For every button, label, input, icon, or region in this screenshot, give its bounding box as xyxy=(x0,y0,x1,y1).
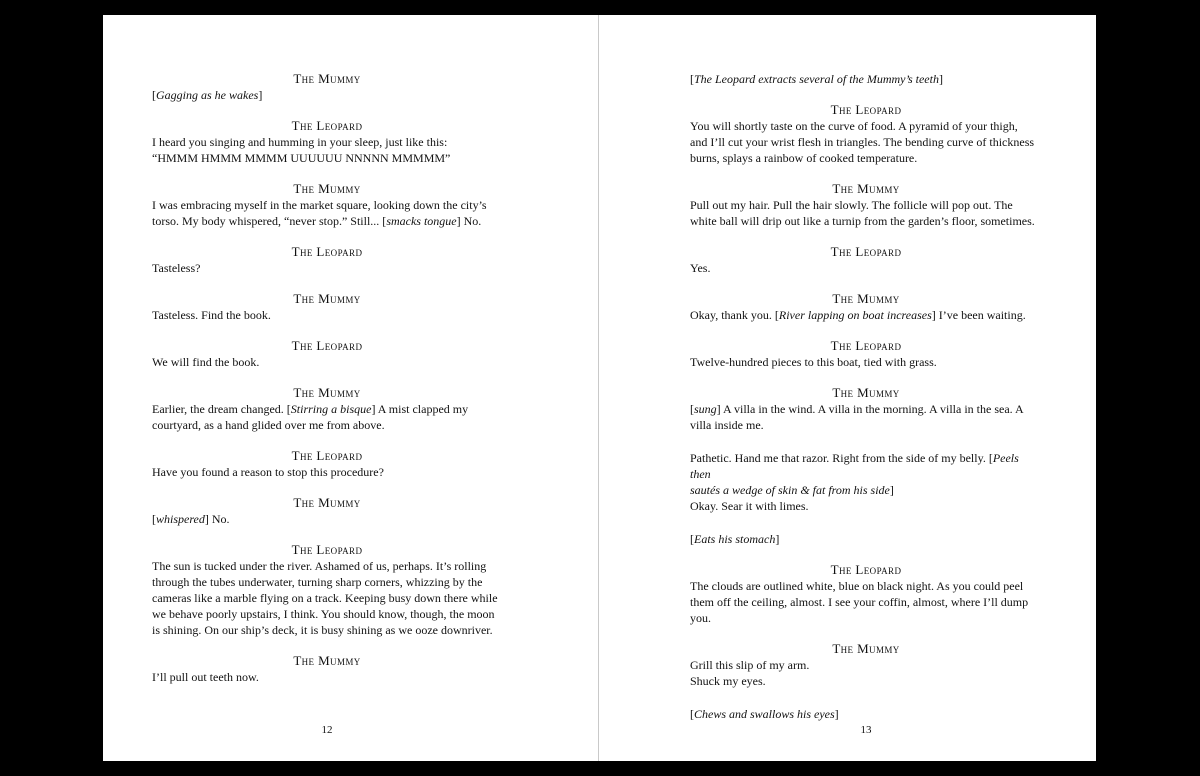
dialogue-line xyxy=(690,150,1042,166)
dialogue-line xyxy=(690,354,1042,370)
speaker-name: The Mummy xyxy=(293,181,361,196)
line-text: Okay. Sear it with limes. xyxy=(690,499,809,513)
line-text-after: ] xyxy=(938,72,943,86)
speaker-name: The Leopard xyxy=(830,102,902,117)
speaker-name: The Mummy xyxy=(293,71,361,86)
line-text: Tasteless. Find the book. xyxy=(152,308,271,322)
stage-direction: whispered xyxy=(156,512,205,526)
dialogue-line xyxy=(690,482,1042,498)
speaker-name: The Mummy xyxy=(832,181,900,196)
block-spacer xyxy=(152,103,502,118)
block-spacer xyxy=(152,370,502,385)
line-text: you. xyxy=(690,611,711,625)
line-text: burns, splays a rainbow of cooked temperature. xyxy=(690,151,918,165)
line-text: Okay, thank you. [ xyxy=(690,308,779,322)
right-page xyxy=(690,15,1042,761)
dialogue-line xyxy=(690,71,1042,87)
speaker-name: The Leopard xyxy=(291,244,363,259)
block-spacer xyxy=(152,166,502,181)
block-spacer xyxy=(152,480,502,495)
dialogue-line xyxy=(690,531,1042,547)
line-text: [ xyxy=(690,72,694,86)
speaker-name: The Leopard xyxy=(291,542,363,557)
block-spacer xyxy=(690,166,1042,181)
line-text: [ xyxy=(152,88,156,102)
line-text: I’ll pull out teeth now. xyxy=(152,670,259,684)
speaker-name: The Leopard xyxy=(830,244,902,259)
line-text: is shining. On our ship’s deck, it is busy shining as we ooze downriver. xyxy=(152,623,493,637)
gutter-divider xyxy=(598,15,599,761)
line-text-after: ] No. xyxy=(456,214,482,228)
dialogue-line xyxy=(690,260,1042,276)
dialogue-line xyxy=(152,606,502,622)
speaker-name: The Mummy xyxy=(293,653,361,668)
speaker-name: The Mummy xyxy=(832,385,900,400)
line-text: [ xyxy=(690,402,694,416)
page-number-left: 12 xyxy=(321,724,333,736)
line-text: I heard you singing and humming in your sleep, just like this: xyxy=(152,135,448,149)
dialogue-line xyxy=(152,87,502,103)
stage-direction: River lapping on boat increases xyxy=(778,308,932,322)
line-text-after: ] No. xyxy=(204,512,230,526)
speaker-name: The Mummy xyxy=(293,495,361,510)
block-spacer xyxy=(690,370,1042,385)
dialogue-line xyxy=(152,150,502,166)
line-text: Earlier, the dream changed. [ xyxy=(152,402,291,416)
line-text: Shuck my eyes. xyxy=(690,674,766,688)
line-text-after: ] A villa in the wind. A villa in the morning. A villa in the sea. A xyxy=(716,402,1024,416)
stage-direction: smacks tongue xyxy=(386,214,457,228)
line-text-after: ] I’ve been waiting. xyxy=(931,308,1026,322)
book-spread xyxy=(103,15,1096,761)
block-spacer xyxy=(690,87,1042,102)
line-text: courtyard, as a hand glided over me from above. xyxy=(152,418,385,432)
line-text: torso. My body whispered, “never stop.” Still... [ xyxy=(152,214,387,228)
block-spacer xyxy=(690,276,1042,291)
line-text: villa inside me. xyxy=(690,418,764,432)
dialogue-line xyxy=(690,417,1042,433)
dialogue-line xyxy=(690,498,1042,514)
dialogue-line xyxy=(152,669,502,685)
line-text: “HMMM HMMM MMMM UUUUUU NNNNN MMMMM” xyxy=(152,151,451,165)
block-spacer xyxy=(690,689,1042,706)
block-spacer xyxy=(690,514,1042,531)
block-spacer xyxy=(690,626,1042,641)
line-text: I was embracing myself in the market square, looking down the city’s xyxy=(152,198,487,212)
stage-direction: sautés a wedge of skin & fat from his side xyxy=(690,483,890,497)
stage-direction: Stirring a bisque xyxy=(290,402,372,416)
dialogue-line xyxy=(152,464,502,480)
stage-direction: The Leopard extracts several of the Mummy’s teeth xyxy=(694,72,939,86)
stage-direction: Gagging as he wakes xyxy=(156,88,259,102)
block-spacer xyxy=(152,276,502,291)
dialogue-line xyxy=(152,574,502,590)
dialogue-line xyxy=(152,590,502,606)
line-text: Pull out my hair. Pull the hair slowly. The follicle will pop out. The xyxy=(690,198,1013,212)
line-text: You will shortly taste on the curve of food. A pyramid of your thigh, xyxy=(690,119,1018,133)
line-text: cameras like a marble flying on a track. Keeping busy down there while xyxy=(152,591,498,605)
line-text: through the tubes underwater, turning sharp corners, whizzing by the xyxy=(152,575,483,589)
line-text: Yes. xyxy=(690,261,711,275)
dialogue-line xyxy=(690,213,1042,229)
line-text: them off the ceiling, almost. I see your coffin, almost, where I’ll dump xyxy=(690,595,1029,609)
block-spacer xyxy=(690,547,1042,562)
line-text: [ xyxy=(690,532,694,546)
dialogue-line xyxy=(152,401,502,417)
speaker-name: The Leopard xyxy=(291,118,363,133)
block-spacer xyxy=(690,229,1042,244)
dialogue-line xyxy=(152,558,502,574)
dialogue-line xyxy=(690,197,1042,213)
dialogue-line xyxy=(690,706,1042,722)
line-text: Grill this slip of my arm. xyxy=(690,658,810,672)
line-text-after: ] xyxy=(834,707,839,721)
line-text: Twelve-hundred pieces to this boat, tied with grass. xyxy=(690,355,937,369)
line-text: we behave poorly upstairs, I think. You should know, though, the moon xyxy=(152,607,495,621)
dialogue-line xyxy=(152,354,502,370)
speaker-name: The Leopard xyxy=(830,338,902,353)
speaker-name: The Mummy xyxy=(293,291,361,306)
dialogue-line xyxy=(690,118,1042,134)
dialogue-line xyxy=(690,657,1042,673)
page-number-right: 13 xyxy=(860,724,872,736)
line-text-after: ] A mist clapped my xyxy=(371,402,469,416)
dialogue-line xyxy=(152,622,502,638)
dialogue-line xyxy=(690,134,1042,150)
speaker-name: The Leopard xyxy=(291,338,363,353)
line-text: Pathetic. Hand me that razor. Right from the side of my belly. [ xyxy=(690,451,993,465)
dialogue-line xyxy=(152,197,502,213)
line-text: Tasteless? xyxy=(152,261,201,275)
dialogue-line xyxy=(690,401,1042,417)
line-text: The sun is tucked under the river. Ashamed of us, perhaps. It’s rolling xyxy=(152,559,487,573)
speaker-name: The Leopard xyxy=(830,562,902,577)
line-text: white ball will drip out like a turnip from the garden’s floor, sometimes. xyxy=(690,214,1035,228)
line-text-after: ] xyxy=(258,88,263,102)
stage-direction: Eats his stomach xyxy=(694,532,776,546)
stage-direction: Peels then xyxy=(690,451,1019,481)
left-page-text xyxy=(152,71,502,685)
block-spacer xyxy=(152,433,502,448)
line-text: Have you found a reason to stop this procedure? xyxy=(152,465,384,479)
line-text: The clouds are outlined white, blue on black night. As you could peel xyxy=(690,579,1024,593)
block-spacer xyxy=(152,527,502,542)
line-text: [ xyxy=(690,707,694,721)
block-spacer xyxy=(690,433,1042,450)
dialogue-line xyxy=(152,213,502,229)
line-text-after: ] xyxy=(889,483,894,497)
dialogue-line xyxy=(152,417,502,433)
dialogue-line xyxy=(690,307,1042,323)
dialogue-line xyxy=(152,511,502,527)
stage-direction: sung xyxy=(694,402,717,416)
dialogue-line xyxy=(152,307,502,323)
speaker-name: The Mummy xyxy=(832,291,900,306)
line-text-after: ] xyxy=(775,532,780,546)
dialogue-line xyxy=(690,673,1042,689)
line-text: [ xyxy=(152,512,156,526)
dialogue-line xyxy=(152,134,502,150)
speaker-name: The Leopard xyxy=(291,448,363,463)
dialogue-line xyxy=(690,578,1042,594)
dialogue-line xyxy=(690,594,1042,610)
line-text: We will find the book. xyxy=(152,355,260,369)
dialogue-line xyxy=(690,610,1042,626)
dialogue-line xyxy=(690,450,1042,482)
block-spacer xyxy=(152,323,502,338)
speaker-name: The Mummy xyxy=(293,385,361,400)
block-spacer xyxy=(152,638,502,653)
block-spacer xyxy=(690,323,1042,338)
dialogue-line xyxy=(152,260,502,276)
right-page-text xyxy=(690,71,1042,722)
stage-direction: Chews and swallows his eyes xyxy=(694,707,835,721)
line-text: and I’ll cut your wrist flesh in triangles. The bending curve of thickness xyxy=(690,135,1035,149)
block-spacer xyxy=(152,229,502,244)
speaker-name: The Mummy xyxy=(832,641,900,656)
left-page xyxy=(152,15,502,761)
